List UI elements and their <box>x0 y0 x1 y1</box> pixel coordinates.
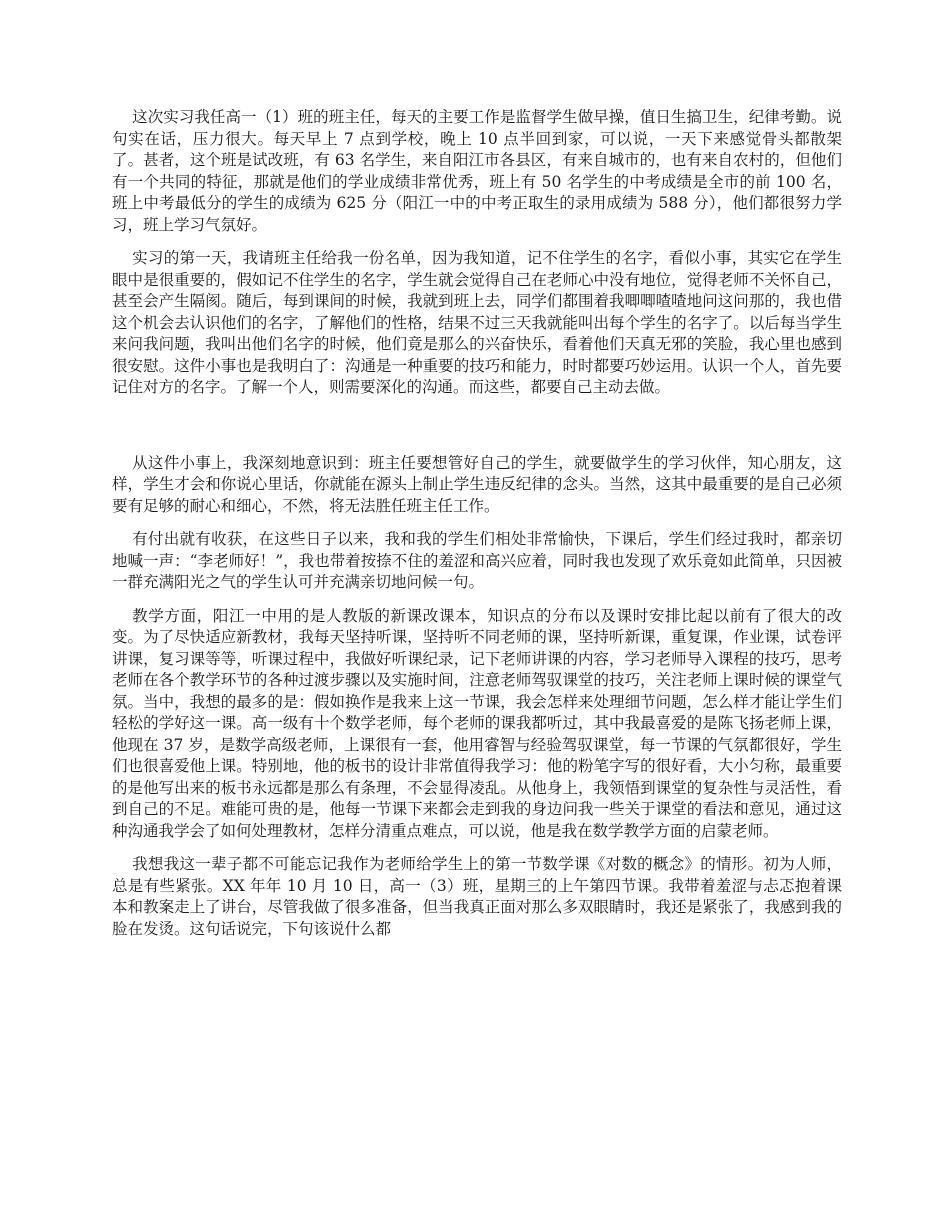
paragraph-rewards: 有付出就有收获，在这些日子以来，我和我的学生们相处非常愉快，下课后，学生们经过我时，都亲切地喊一声：“李老师好！”，我也带着按捺不住的羞涩和高兴应着，同时我也发现了欢乐竟如此简单，只因被一群充满阳光之气的学生认可并充满亲切地问候一句。 <box>112 530 842 591</box>
document-body <box>112 107 842 952</box>
paragraph-teaching: 教学方面，阳江一中用的是人教版的新课改课本，知识点的分布以及课时安排比起以前有了很大的改变。为了尽快适应新教材，我每天坚持听课，坚持听不同老师的课，坚持听新课，重复课，作业课，试卷评讲课，复习课等等，听课过程中，我做好听课纪录，记下老师讲课的内容，学习老师导入课程的技巧，思考老师在各个教学环节的各种过渡步骤以及实施时间，注意老师驾驭课堂的技巧，关注老师上课时候的课堂气氛。当中，我想的最多的是：假如换作是我来上这一节课，我会怎样来处理细节问题，怎么样才能让学生们轻松的学好这一课。高一级有十个数学老师，每个老师的课我都听过，其中我最喜爱的是陈飞扬老师上课，他现在 37 岁，是数学高级老师，上课很有一套，他用睿智与经验驾驭课堂，每一节课的气氛都很好，学生们也很喜爱他上课。特别地，他的板书的设计非常值得我学习：他的粉笔字写的很好看，大小匀称，最重要的是他写出来的板书永远都是那么有条理，不会显得凌乱。从他身上，我领悟到课堂的复杂性与灵活性，看到自己的不足。难能可贵的是，他每一节课下来都会走到我的身边问我一些关于课堂的看法和意见，通过这种沟通我学会了如何处理教材，怎样分清重点难点，可以说，他是我在数学教学方面的启蒙老师。 <box>112 606 842 840</box>
paragraph-class-duties: 这次实习我任高一（1）班的班主任，每天的主要工作是监督学生做早操，值日生搞卫生，纪律考勤。说句实在话，压力很大。每天早上 7 点到学校，晚上 10 点半回到家，可以说，一天下来感觉骨头都散架了。甚者，这个班是试改班，有 63 名学生，来自阳江市各县区，有来自城市的，也有来自农村的，但他们有一个共同的特征，那就是他们的学业成绩非常优秀，班上有 50 名学生的中考成绩是全市的前 100 名，班上中考最低分的学生的成绩为 625 分（阳江一中的中考正取生的录用成绩为 588 分），他们都很努力学习，班上学习气氛好。 <box>112 108 842 234</box>
paragraph-first-lesson: 我想我这一辈子都不可能忘记我作为老师给学生上的第一节数学课《对数的概念》的情形。初为人师，总是有些紧张。XX 年年 10 月 10 日，高一（3）班，星期三的上午第四节课。我带着羞涩与忐忑抱着课本和教案走上了讲台，尽管我做了很多准备，但当我真正面对那么多双眼睛时，我还是紧张了，我感到我的脸在发烫。这句话说完，下句该说什么都 <box>112 855 842 938</box>
paragraph-learning-names: 实习的第一天，我请班主任给我一份名单，因为我知道，记不住学生的名字，看似小事，其实它在学生眼中是很重要的，假如记不住学生的名字，学生就会觉得自己在老师心中没有地位，觉得老师不关怀自己，甚至会产生隔阂。随后，每到课间的时候，我就到班上去，同学们都围着我唧唧喳喳地问这问那的，我也借这个机会去认识他们的名字，了解他们的性格，结果不过三天我就能叫出每个学生的名字了。以后每当学生来问我问题，我叫出他们名字的时候，他们竟是那么的兴奋快乐，看着他们天真无邪的笑脸，我心里也感到很安慰。这件小事也是我明白了：沟通是一种重要的技巧和能力，时时都要巧妙运用。认识一个人，首先要记住对方的名字。了解一个人，则需要深化的沟通。而这些，都要自己主动去做。 <box>112 249 842 396</box>
paragraph-spacer <box>112 411 842 453</box>
paragraph-reflection: 从这件小事上，我深刻地意识到：班主任要想管好自己的学生，就要做学生的学习伙伴，知心朋友，这样，学生才会和你说心里话，你就能在源头上制止学生违反纪律的念头。当然，这其中最重要的是自己必须要有足够的耐心和细心，不然，将无法胜任班主任工作。 <box>112 453 842 515</box>
